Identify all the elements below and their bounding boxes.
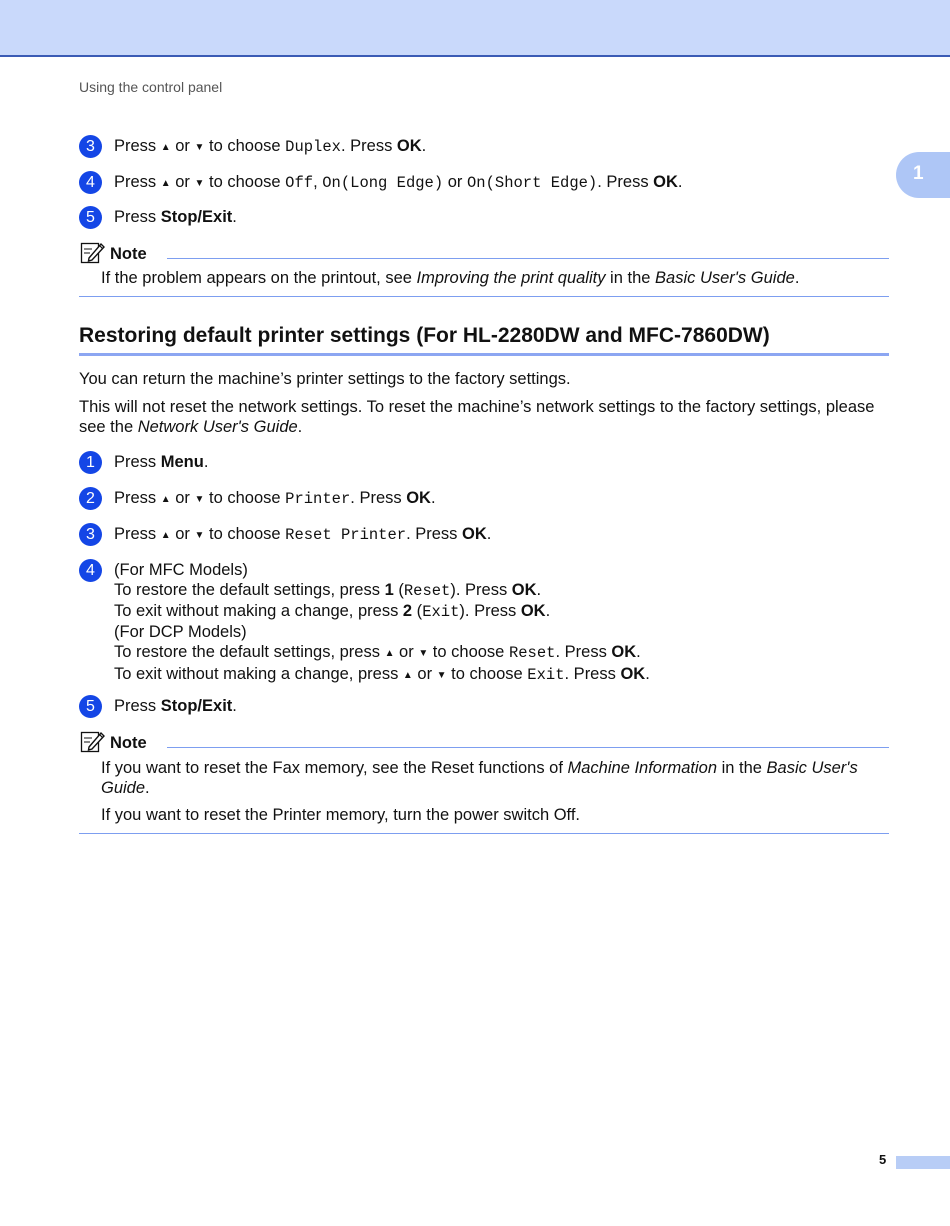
note-text: If the problem appears on the printout, see Improving the print quality in the Basic User's Guide. [101, 269, 800, 287]
page-number: 5 [879, 1152, 887, 1167]
step-number: 3 [79, 135, 102, 158]
step-number: 5 [79, 206, 102, 229]
note-top-rule [167, 258, 889, 259]
dcp-heading: (For DCP Models) [114, 623, 247, 641]
note-label: Note [110, 245, 147, 263]
note-label: Note [110, 734, 147, 752]
note-bottom-rule [79, 833, 889, 834]
down-arrow-icon: ▼ [194, 530, 205, 541]
step-number: 1 [79, 451, 102, 474]
down-arrow-icon: ▼ [436, 670, 447, 681]
step-number: 4 [79, 171, 102, 194]
up-arrow-icon: ▲ [160, 530, 171, 541]
step-number: 4 [79, 559, 102, 582]
down-arrow-icon: ▼ [194, 494, 205, 505]
step-text [114, 560, 650, 686]
down-arrow-icon: ▼ [418, 648, 429, 659]
dcp-exit-line: To exit without making a change, press ▲ or ▼ to choose Exit. Press OK. [114, 665, 650, 684]
dcp-restore-line: To restore the default settings, press ▲ or ▼ to choose Reset. Press OK. [114, 643, 641, 662]
step-text: Press Menu. [114, 453, 209, 471]
chapter-tab [896, 152, 950, 198]
intro-paragraph: You can return the machine’s printer settings to the factory settings. [79, 370, 571, 388]
note-pencil-icon [80, 729, 106, 753]
down-arrow-icon: ▼ [194, 178, 205, 189]
running-head: Using the control panel [79, 79, 223, 95]
up-arrow-icon: ▲ [160, 142, 171, 153]
chapter-number: 1 [913, 163, 924, 184]
note-top-rule [167, 747, 889, 748]
section-rule [79, 353, 889, 356]
mfc-exit-line: To exit without making a change, press 2 (Exit). Press OK. [114, 602, 551, 621]
up-arrow-icon: ▲ [402, 670, 413, 681]
mfc-restore-line: To restore the default settings, press 1 (Reset). Press OK. [114, 581, 542, 600]
note-fax-text: If you want to reset the Fax memory, see the Reset functions of Machine Information in the Basic User's Guide. [101, 759, 858, 797]
note-pencil-icon [80, 240, 106, 264]
step-text: Press Stop/Exit. [114, 208, 237, 226]
section-title: Restoring default printer settings (For HL-2280DW and MFC-7860DW) [79, 324, 770, 347]
step-number: 5 [79, 695, 102, 718]
up-arrow-icon: ▲ [160, 178, 171, 189]
note-bottom-rule [79, 296, 889, 297]
note-printer-text: If you want to reset the Printer memory, turn the power switch Off. [101, 806, 580, 824]
header-band [0, 0, 950, 57]
step-text: Press ▲ or ▼ to choose Duplex. Press OK. [114, 137, 427, 156]
down-arrow-icon: ▼ [194, 142, 205, 153]
step-text: Press ▲ or ▼ to choose Reset Printer. Press OK. [114, 525, 492, 544]
step-text: Press Stop/Exit. [114, 697, 237, 715]
footer-bar [896, 1156, 950, 1169]
step-text: Press ▲ or ▼ to choose Off, On(Long Edge) or On(Short Edge). Press OK. [114, 173, 683, 192]
step-number: 3 [79, 523, 102, 546]
network-paragraph: This will not reset the network settings. To reset the machine’s network settings to the factory settings, please see the Network User's Guide. [79, 398, 875, 436]
step-number: 2 [79, 487, 102, 510]
mfc-heading: (For MFC Models) [114, 561, 248, 579]
up-arrow-icon: ▲ [384, 648, 395, 659]
step-text: Press ▲ or ▼ to choose Printer. Press OK. [114, 489, 436, 508]
up-arrow-icon: ▲ [160, 494, 171, 505]
